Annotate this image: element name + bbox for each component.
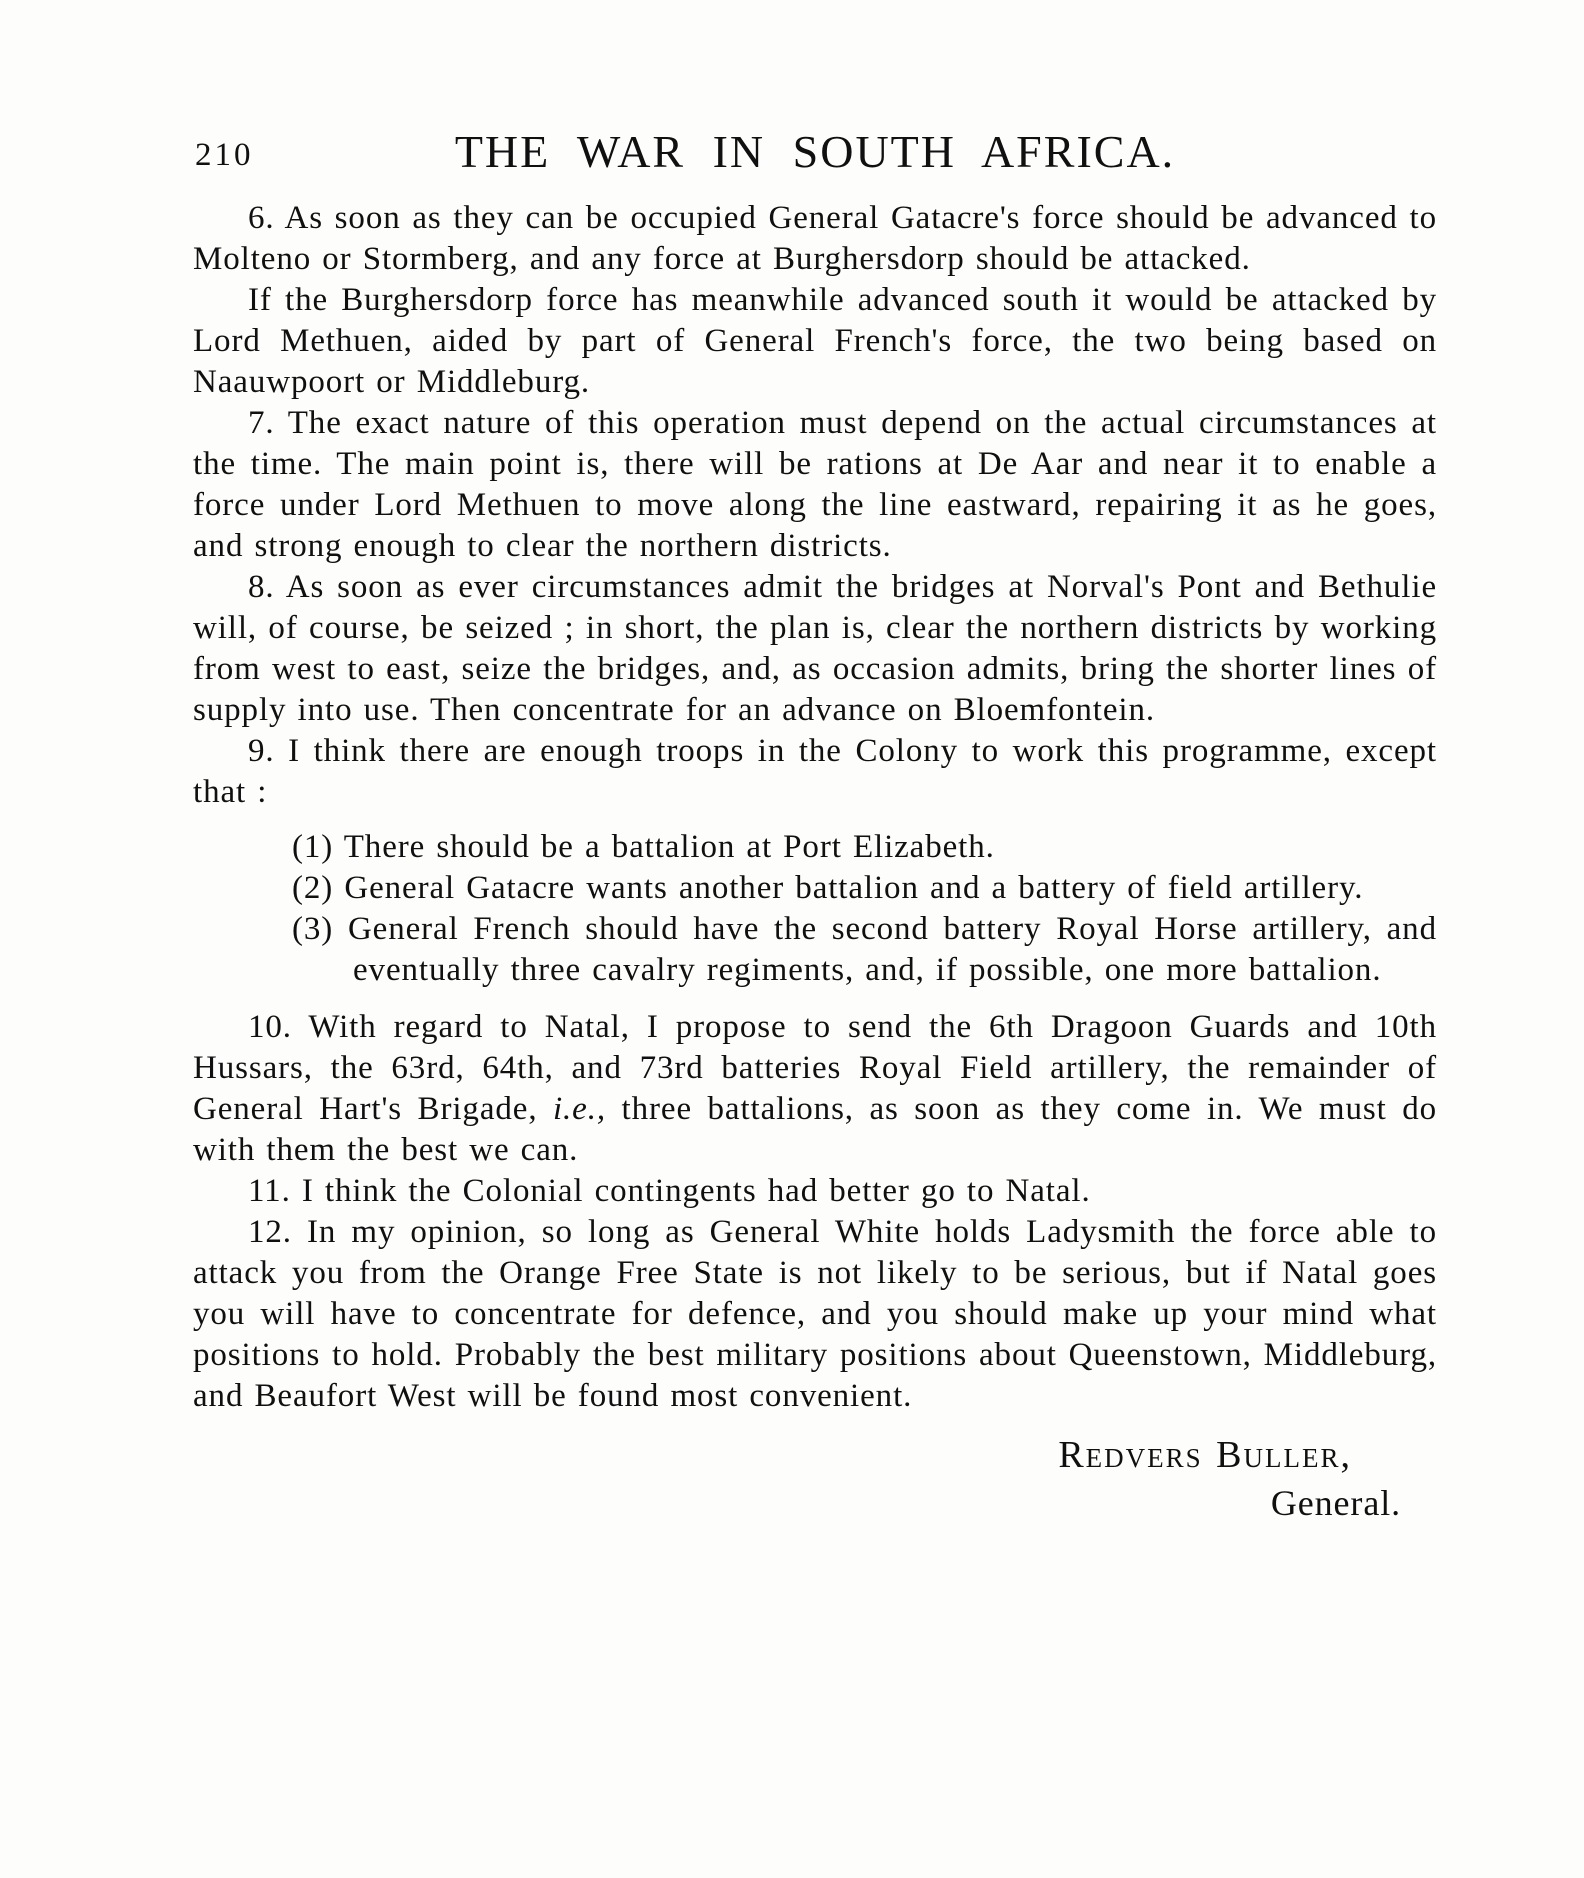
paragraph-10 <box>193 1007 1437 1171</box>
list-item <box>193 827 1437 868</box>
list-item <box>193 868 1437 909</box>
paragraph-8: 8. As soon as ever circumstances admit the bridges at Norval's Pont and Bethulie will, of course, be seized ; in short, the plan is, clear the northern districts by working from west to east, seize the bridges, and, as occasion admits, bring the shorter lines of supply into use. Then concentrate for an advance on Bloemfontein. <box>193 569 1437 728</box>
paragraph-11: 11. I think the Colonial contingents had better go to Natal. <box>248 1173 1091 1209</box>
list-item-text: General Gatacre wants another battalion and a battery of field artillery. <box>344 870 1364 906</box>
signature-name: Redvers Buller, <box>1058 1434 1352 1476</box>
signature-title: General. <box>1270 1483 1401 1523</box>
paragraph-10-text: 10. With regard to Natal, I propose to send the 6th Dragoon Guards and 10th Hussars, the 63rd, 64th, and 73rd batteries Royal Field artillery, the remainder of General Hart's Brigade, <box>193 1009 1437 1127</box>
list-item-marker: (2) <box>292 870 334 906</box>
signature-block <box>193 1431 1437 1527</box>
paragraph-7: 7. The exact nature of this operation must depend on the actual circumstances at the time. The main point is, there will be rations at De Aar and near it to enable a force under Lord Methuen to move along the line eastward, repairing it as he goes, and strong enough to clear the northern districts. <box>193 405 1437 564</box>
paragraph-10-text-after: three battalions, as soon as they come in. We must do with them the best we can. <box>193 1091 1437 1168</box>
paragraph-9: 9. I think there are enough troops in the Colony to work this programme, except that : <box>193 733 1437 810</box>
page-title: THE WAR IN SOUTH AFRICA. <box>454 126 1176 177</box>
exception-list <box>193 827 1437 991</box>
paragraph-12: 12. In my opinion, so long as General White holds Ladysmith the force able to attack you from the Orange Free State is not likely to be serious, but if Natal goes you will have to concentrate for defence, and you should make up your mind what positions to hold. Probably the best military positions about Queenstown, Middleburg, and Beaufort West will be found most convenient. <box>193 1214 1437 1414</box>
list-item <box>193 909 1437 991</box>
paragraph-6: 6. As soon as they can be occupied General Gatacre's force should be advanced to Molteno or Stormberg, and any force at Burghersdorp should be attacked. <box>193 200 1437 277</box>
page-body <box>193 198 1437 1527</box>
list-item-text: General French should have the second battery Royal Horse artillery, and eventually three cavalry regiments, and, if possible, one more battalion. <box>347 911 1437 988</box>
page-header <box>193 122 1437 182</box>
list-item-marker: (3) <box>292 911 334 947</box>
page-number: 210 <box>195 137 254 173</box>
list-item-marker: (1) <box>292 829 334 865</box>
paragraph-6-continuation: If the Burghersdorp force has meanwhile advanced south it would be attacked by Lord Methuen, aided by part of General French's force, the two being based on Naauwpoort or Middleburg. <box>193 282 1437 400</box>
list-item-text: There should be a battalion at Port Elizabeth. <box>343 829 995 865</box>
paragraph-10-italic-abbreviation: i.e., <box>552 1091 607 1127</box>
